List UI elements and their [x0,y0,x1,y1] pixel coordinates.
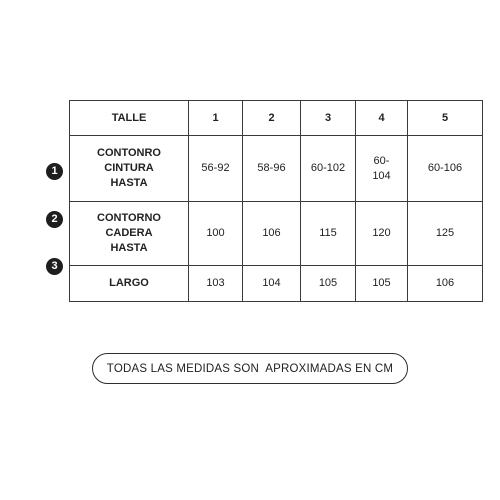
cell-value: 103 [206,277,225,289]
cell-value: 106 [262,227,281,239]
cell-value: 60-102 [310,162,346,174]
cell-value: 115 [319,227,337,239]
header-row [70,101,483,136]
cell-value: 60-106 [427,162,463,174]
row-label-cintura [70,136,189,202]
cell-value: 104 [372,169,391,182]
table-cell [243,202,301,266]
header-cell-size-5: 5 [408,101,483,136]
row-label-line: LARGO [109,277,149,289]
row-label-line: CADERA [105,227,153,239]
cell-value: 56-92 [201,162,230,174]
table-cell [356,136,408,202]
row-label-line: HASTA [110,177,148,189]
cell-value: 120 [372,227,391,239]
table-cell [189,266,243,302]
table-row-largo [70,266,483,302]
marker-3-badge: 3 [46,258,63,275]
size-table [69,100,483,302]
marker-2-badge: 2 [46,211,63,228]
table-cell [243,136,301,202]
table-cell [243,266,301,302]
table-cell [408,266,483,302]
header-cell-size-3: 3 [301,101,356,136]
header-cell-talle: TALLE [70,101,189,136]
header-cell-size-4: 4 [356,101,408,136]
cell-value: 106 [435,277,455,289]
row-label-line: CONTORNO [97,212,161,224]
cell-value: 104 [262,277,281,289]
cell-value: 60- [373,154,390,167]
cell-value: 105 [372,277,391,289]
header-cell-size-1: 1 [189,101,243,136]
table-cell [301,136,356,202]
cell-value: 105 [318,277,338,289]
table-cell [408,202,483,266]
header-cell-size-2: 2 [243,101,301,136]
marker-1-badge: 1 [46,163,63,180]
table-cell [356,266,408,302]
table-row-cadera [70,202,483,266]
row-label-largo [70,266,189,302]
table-row-cintura [70,136,483,202]
table-cell [301,202,356,266]
row-label-line: HASTA [110,242,148,254]
table-cell [189,202,243,266]
cell-value: 125 [435,227,455,239]
table-cell [189,136,243,202]
table-cell [301,266,356,302]
measurement-note: TODAS LAS MEDIDAS SON APROXIMADAS EN CM [92,353,408,384]
table-cell [408,136,483,202]
cell-value: 58-96 [257,162,286,174]
table-cell [356,202,408,266]
row-label-line: CONTONRO [97,147,161,159]
row-label-line: CINTURA [104,162,154,174]
cell-value: 100 [206,227,225,239]
row-label-cadera [70,202,189,266]
